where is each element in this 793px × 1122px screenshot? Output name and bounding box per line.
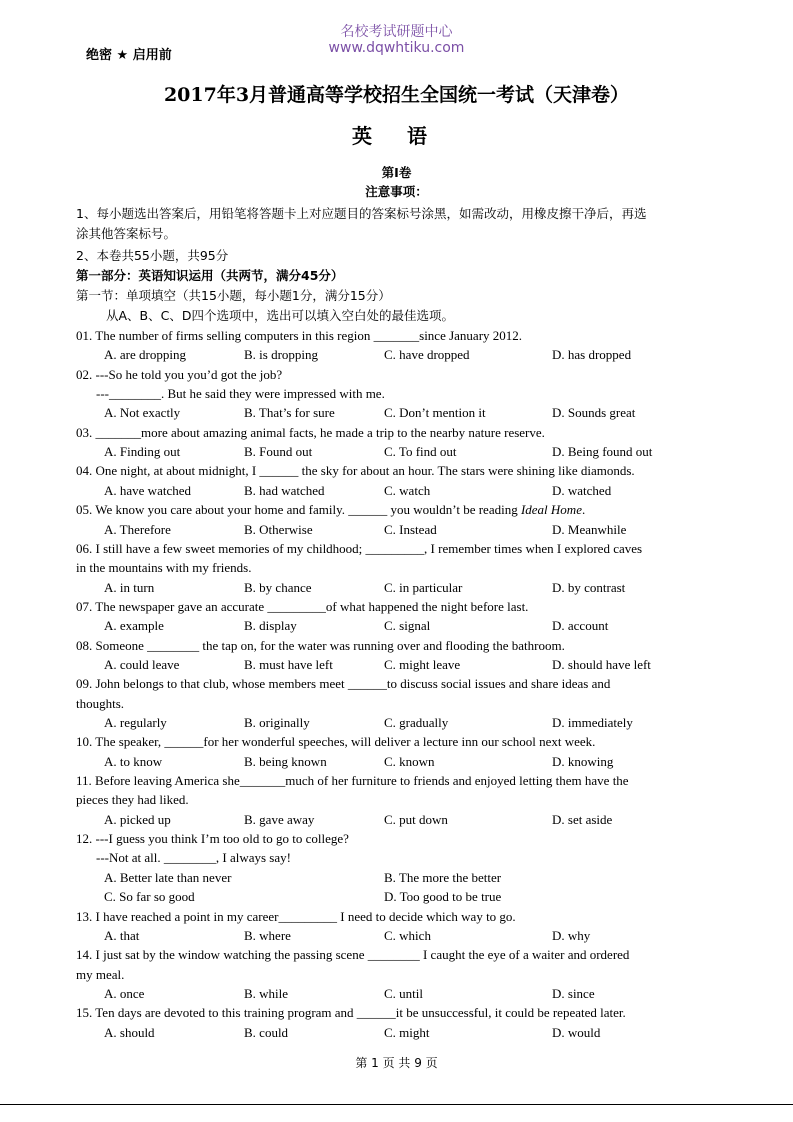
question-6-option: D. by contrast <box>552 579 626 595</box>
question-2-line-1: 02. ---So he told you you’d got the job? <box>76 366 283 382</box>
question-14-option: D. since <box>552 985 595 1001</box>
question-14-option: B. while <box>244 985 289 1001</box>
question-14-option: C. until <box>384 985 424 1001</box>
question-3-option: C. To find out <box>384 444 457 460</box>
question-2-option: B. That’s for sure <box>244 405 335 421</box>
question-13-option: B. where <box>244 927 291 943</box>
question-5-option: D. Meanwhile <box>552 521 627 537</box>
question-11-option: B. gave away <box>244 811 315 827</box>
question-11-line-2: pieces they had liked. <box>76 792 189 808</box>
question-3-option: D. Being found out <box>552 444 653 460</box>
question-6-option: C. in particular <box>384 579 463 595</box>
question-10-option: B. being known <box>244 753 327 769</box>
question-7-line-1: 07. The newspaper gave an accurate _________of what happened the night before last. <box>76 598 529 614</box>
question-1-option: D. has dropped <box>552 347 632 363</box>
question-5-text: 05. We know you care about your home and family. ______ you wouldn’t be reading <box>76 502 518 518</box>
question-1-option: C. have dropped <box>384 347 470 363</box>
question-5-line-1: 05. We know you care about your home and family. ______ you wouldn’t be reading Ideal Home. <box>76 502 586 518</box>
question-15-option: D. would <box>552 1024 601 1040</box>
magazine-title: Ideal Home <box>520 502 582 518</box>
question-3-option: B. Found out <box>244 444 313 460</box>
question-8-option: B. must have left <box>244 656 333 672</box>
question-13-option: A. that <box>104 927 140 943</box>
watermark-url[interactable]: www.dqwhtiku.com <box>328 40 465 56</box>
question-3-line-1: 03. _______more about amazing animal facts, he made a trip to the nearby nature reserve. <box>76 424 545 440</box>
question-5-option: B. Otherwise <box>244 521 313 537</box>
question-8-line-1: 08. Someone ________ the tap on, for the water was running over and flooding the bathroom. <box>76 637 565 653</box>
question-14-option: A. once <box>104 985 145 1001</box>
part-1-heading: 第一部分：英语知识运用（共两节，满分45分） <box>76 268 344 283</box>
question-9-option: C. gradually <box>384 715 449 730</box>
secret-label: 绝密 ★ 启用前 <box>86 48 172 63</box>
question-4-option: A. have watched <box>104 482 191 498</box>
question-8-option: C. might leave <box>384 656 461 672</box>
question-6-line-1: 06. I still have a few sweet memories of my childhood; _________, I remember times when I explored caves <box>76 540 643 556</box>
question-11-option: C. put down <box>384 811 448 827</box>
question-9-option: B. originally <box>244 715 310 730</box>
section-1-heading: 第一节：单项填空（共15小题，每小题1分，满分15分） <box>76 288 391 303</box>
question-12-option: C. So far so good <box>104 889 195 905</box>
question-2-line-2: ---________. But he said they were impressed with me. <box>96 386 385 402</box>
question-9-option: A. regularly <box>104 715 167 730</box>
question-6-line-2: in the mountains with my friends. <box>76 560 252 576</box>
question-13-option: C. which <box>384 927 431 943</box>
question-2-option: C. Don’t mention it <box>384 405 486 421</box>
question-12-line-1: 12. ---I guess you think I’m too old to go to college? <box>76 831 349 847</box>
question-9-option: D. immediately <box>552 715 633 730</box>
question-11-option: D. set aside <box>552 811 613 827</box>
question-4-option: D. watched <box>552 482 612 498</box>
question-15-line-1: 15. Ten days are devoted to this training program and ______it be unsuccessful, it could be repeated later. <box>76 1005 626 1021</box>
question-7-option: A. example <box>104 618 164 634</box>
note-2: 2、本卷共55小题，共95分 <box>76 248 229 263</box>
question-5-option: A. Therefore <box>104 521 171 537</box>
watermark-title: 名校考试研题中心 <box>340 24 453 40</box>
question-14-line-2: my meal. <box>76 966 125 982</box>
question-11-option: A. picked up <box>104 811 171 827</box>
question-7-option: B. display <box>244 618 297 634</box>
question-14-line-1: 14. I just sat by the window watching the passing scene ________ I caught the eye of a waiter and ordered <box>76 947 630 963</box>
question-1-option: A. are dropping <box>104 347 186 363</box>
question-4-option: C. watch <box>384 482 431 498</box>
question-8-option: A. could leave <box>104 656 180 672</box>
question-4-line-1: 04. One night, at about midnight, I ______ the sky for about an hour. The stars were shining like diamonds. <box>76 463 635 479</box>
question-1-option: B. is dropping <box>244 347 319 363</box>
question-1-line-1: 01. The number of firms selling computers in this region _______since January 2012. <box>76 328 523 343</box>
exam-title: 2017年3月普通高等学校招生全国统一考试（天津卷） <box>163 84 630 106</box>
question-2-option: A. Not exactly <box>104 405 181 421</box>
question-9-line-1: 09. John belongs to that club, whose members meet ______to discuss social issues and share ideas and <box>76 676 611 692</box>
question-9-line-2: thoughts. <box>76 695 125 711</box>
notes-title: 注意事项： <box>365 184 428 199</box>
question-15-option: C. might <box>384 1024 430 1040</box>
question-10-option: D. knowing <box>552 753 614 769</box>
question-12-option: B. The more the better <box>384 869 502 885</box>
question-5-option: C. Instead <box>384 521 437 537</box>
question-15-option: A. should <box>104 1024 155 1040</box>
question-10-line-1: 10. The speaker, ______for her wonderful speeches, will deliver a lecture inn our school next week. <box>76 734 596 750</box>
volume-label: 第Ⅰ卷 <box>381 165 412 180</box>
question-13-option: D. why <box>552 927 591 943</box>
question-8-option: D. should have left <box>552 656 651 672</box>
question-7-option: C. signal <box>384 618 431 634</box>
page-footer: 第 1 页 共 9 页 <box>355 1056 438 1070</box>
question-2-option: D. Sounds great <box>552 405 636 421</box>
subject-title: 英 语 <box>352 124 441 148</box>
question-12-option: A. Better late than never <box>104 869 232 885</box>
question-6-option: A. in turn <box>104 579 155 595</box>
question-10-option: C. known <box>384 753 435 769</box>
footer-rule <box>0 1104 793 1105</box>
question-10-option: A. to know <box>104 753 163 769</box>
question-12-line-2: ---Not at all. ________, I always say! <box>96 850 291 866</box>
question-4-option: B. had watched <box>244 482 325 498</box>
question-11-line-1: 11. Before leaving America she_______much of her furniture to friends and enjoyed letting them have the <box>76 773 629 789</box>
note-1-line-1: 1、每小题选出答案后，用铅笔将答题卡上对应题目的答案标号涂黑，如需改动，用橡皮擦干净后，再选 <box>76 206 647 221</box>
instruction: 从A、B、C、D四个选项中，选出可以填入空白处的最佳选项。 <box>106 308 454 323</box>
question-15-option: B. could <box>244 1024 289 1040</box>
question-6-option: B. by chance <box>244 579 312 595</box>
question-3-option: A. Finding out <box>104 444 181 460</box>
question-7-option: D. account <box>552 618 609 634</box>
question-13-line-1: 13. I have reached a point in my career_________ I need to decide which way to go. <box>76 908 516 924</box>
question-12-option: D. Too good to be true <box>384 889 502 905</box>
note-1-line-2: 涂其他答案标号。 <box>76 226 177 241</box>
